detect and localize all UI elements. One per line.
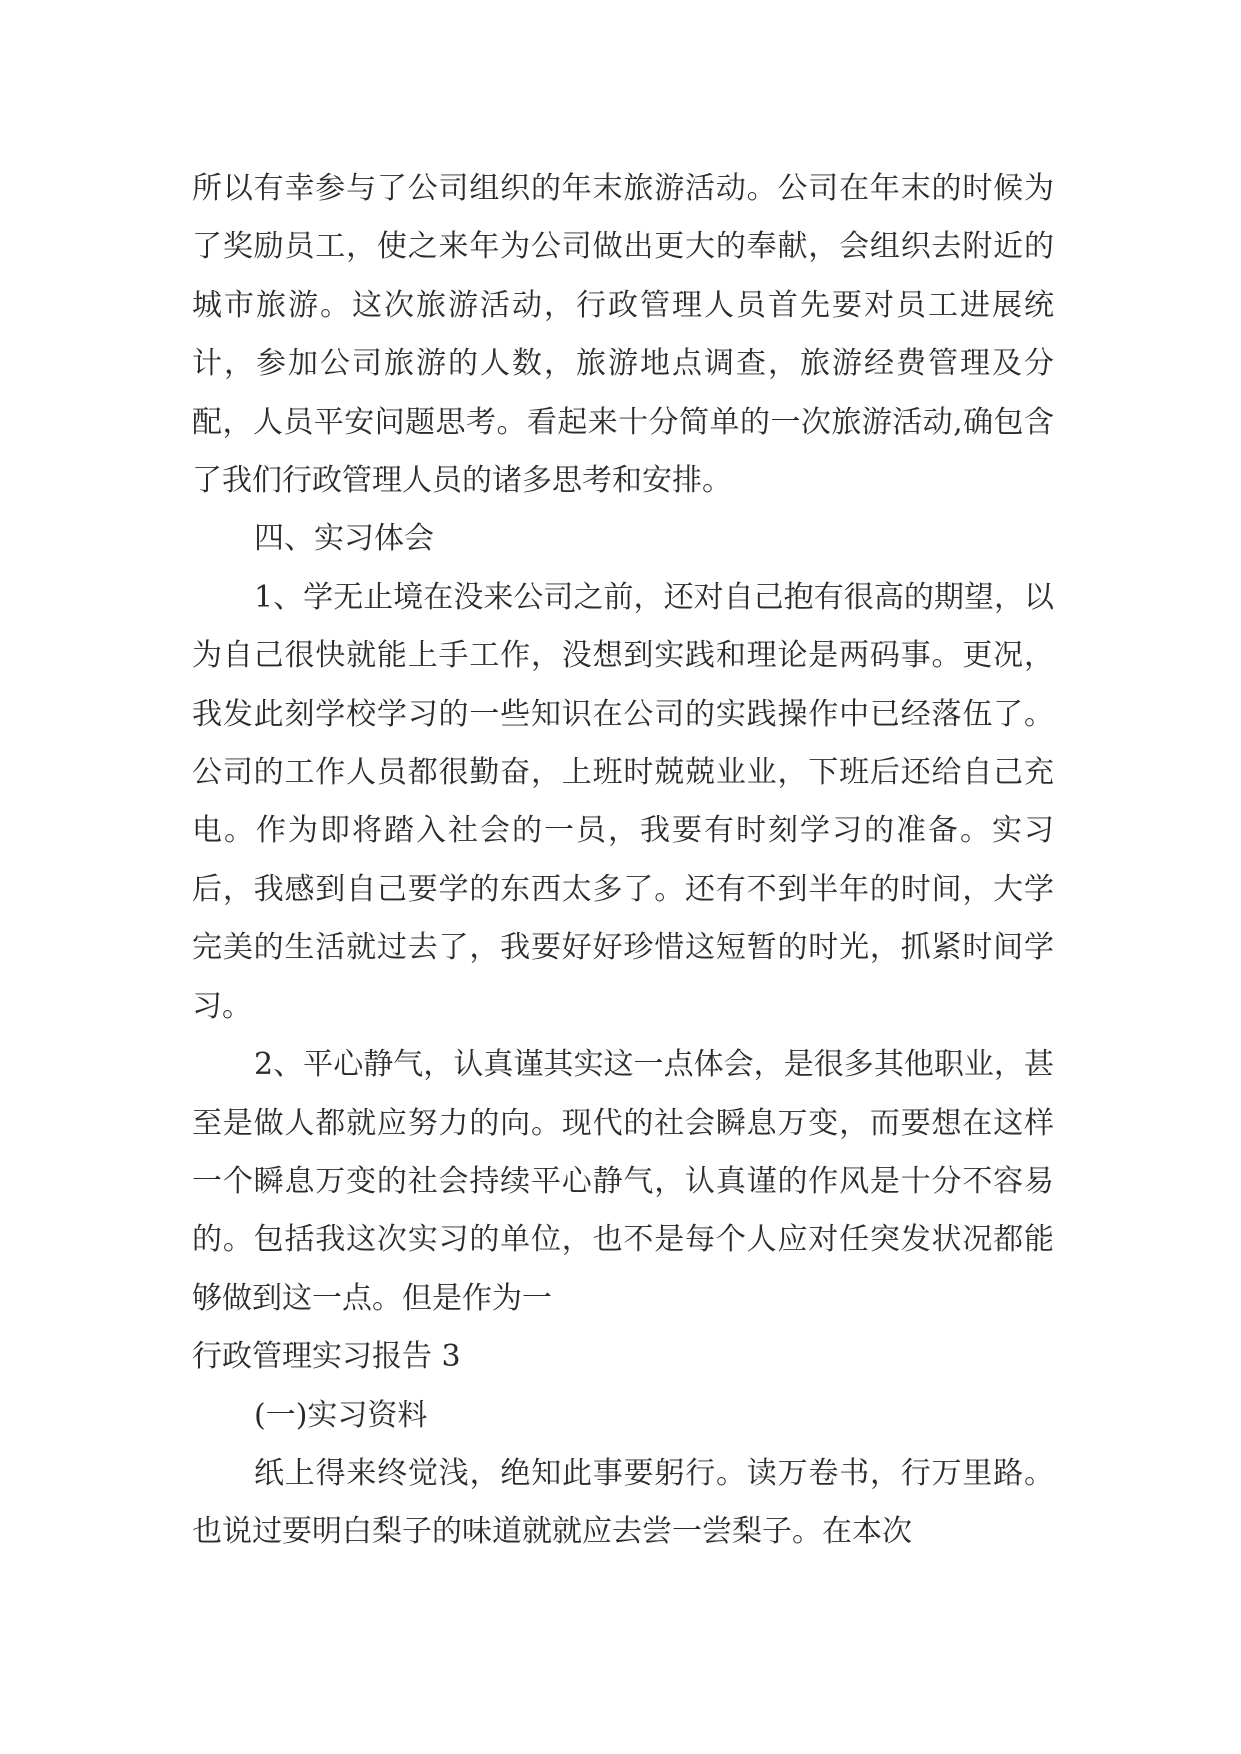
report-title: 行政管理实习报告 3 (192, 1339, 461, 1375)
paragraph-endless-learning: 1、学无止境在没来公司之前，还对自己抱有很高的期望，以为自己很快就能上手工作，没想到实践和理论是两码事。更况，我发此刻学校学习的一些知识在公司的实践操作中已经落伍了。公司的工作人员都很勤奋，上班时兢兢业业，下班后还给自己充电。作为即将踏入社会的一员，我要有时刻学习的准备。实习后，我感到自己要学的东西太多了。还有不到半年的时间，大学完美的生活就过去了，我要好好珍惜这短暂的时光，抓紧时间学习。 (192, 579, 1054, 1024)
document-body (192, 160, 1054, 1562)
section-heading-internship-materials: (一)实习资料 (254, 1397, 428, 1433)
paragraph-calm-and-careful: 2、平心静气，认真谨其实这一点体会，是很多其他职业，甚至是做人都就应努力的向。现代的社会瞬息万变，而要想在这样一个瞬息万变的社会持续平心静气，认真谨的作风是十分不容易的。包括我这次实习的单位，也不是每个人应对任突发状况都能够做到这一点。但是作为一 (192, 1047, 1054, 1316)
paragraph-trip-activity: 所以有幸参与了公司组织的年末旅游活动。公司在年末的时候为了奖励员工，使之来年为公司做出更大的奉献，会组织去附近的城市旅游。这次旅游活动，行政管理人员首先要对员工进展统计，参加公司旅游的人数，旅游地点调查，旅游经费管理及分配，人员平安问题思考。看起来十分简单的一次旅游活动,确包含了我们行政管理人员的诸多思考和安排。 (192, 171, 1054, 499)
section-heading-internship-experience: 四、实习体会 (254, 521, 434, 557)
paragraph-practice-knowledge: 纸上得来终觉浅，绝知此事要躬行。读万卷书，行万里路。也说过要明白梨子的味道就就应去尝一尝梨子。在本次 (192, 1455, 1054, 1550)
